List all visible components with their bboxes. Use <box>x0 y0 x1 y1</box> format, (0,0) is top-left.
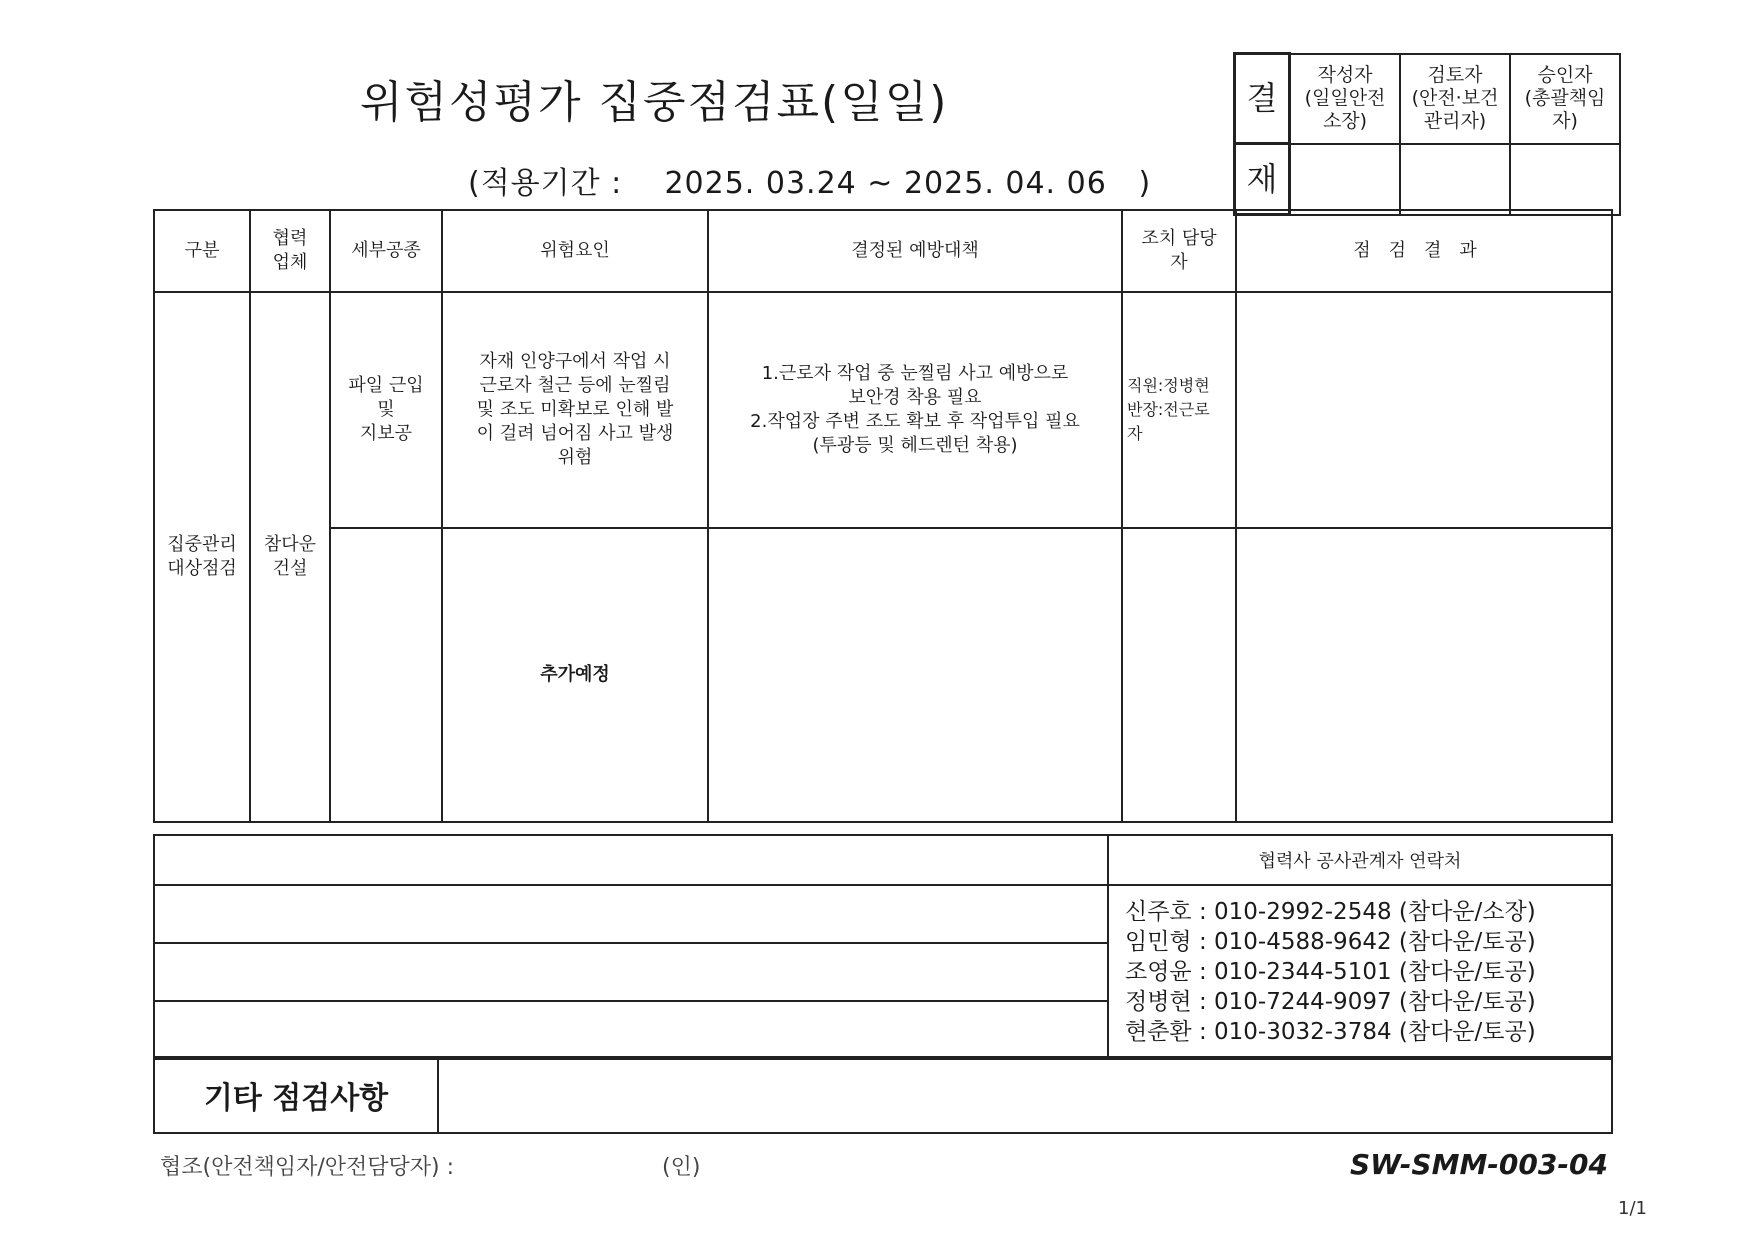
role-title: 작성자 <box>1317 64 1373 86</box>
header-manager-line: 조치 담당 <box>1141 228 1217 249</box>
category-line: 집중관리 <box>167 534 237 555</box>
risk-line: 자재 인양구에서 작업 시 <box>479 351 671 372</box>
measure-line: (투광등 및 헤드렌턴 착용) <box>812 435 1018 456</box>
seal-mark: (인) <box>662 1155 701 1180</box>
table-row <box>154 292 1612 528</box>
contact-entry: 현춘환 : 010-3032-3784 (참다운/토공) <box>1125 1019 1536 1045</box>
approval-role-approver <box>1510 54 1620 144</box>
header-category: 구분 <box>154 210 250 292</box>
notes-line[interactable] <box>154 1001 1108 1059</box>
manager-line: 직원:정병현 <box>1127 376 1210 395</box>
etc-label: 기타 점검사항 <box>154 1057 438 1133</box>
document-title: 위험성평가 집중점검표(일일) <box>360 77 949 128</box>
header-measures: 결정된 예방대책 <box>708 210 1122 292</box>
notes-line[interactable] <box>154 885 1108 943</box>
page-number: 1/1 <box>1618 1198 1647 1219</box>
measures-cell <box>708 292 1122 528</box>
role-sub: (안전·보건 <box>1411 87 1499 109</box>
etc-section <box>153 1056 1613 1134</box>
signature-reviewer[interactable] <box>1400 144 1510 215</box>
header-partner-line: 업체 <box>272 252 308 273</box>
contacts-title: 협력사 공사관계자 연락처 <box>1108 835 1612 885</box>
result-cell-empty[interactable] <box>1236 528 1612 822</box>
etc-content[interactable] <box>438 1057 1612 1133</box>
notes-line[interactable] <box>154 835 1108 885</box>
subwork-line: 파일 근입 <box>348 375 424 396</box>
contacts-section <box>153 834 1613 1060</box>
approval-role-reviewer <box>1400 54 1510 144</box>
role-sub: (총괄책임 <box>1524 87 1606 109</box>
contact-entry: 정병현 : 010-7244-9097 (참다운/토공) <box>1125 989 1536 1015</box>
role-sub: 관리자) <box>1423 110 1487 132</box>
category-line: 대상점검 <box>167 558 237 579</box>
document-code: SW-SMM-003-04 <box>1350 1148 1608 1181</box>
subwork-line: 및 <box>377 399 395 420</box>
inspection-table <box>153 209 1613 823</box>
signature-approver[interactable] <box>1510 144 1620 215</box>
table-row <box>154 528 1612 822</box>
risk-line: 근로자 철근 등에 눈찔림 <box>479 375 671 396</box>
approval-label-top: 결 <box>1235 54 1290 144</box>
header-result: 점검결과 <box>1236 210 1612 292</box>
contacts-list <box>1108 885 1612 1059</box>
partner-cell <box>250 292 330 822</box>
role-title: 승인자 <box>1537 64 1593 86</box>
approval-label-bottom: 재 <box>1235 144 1290 215</box>
header-partner <box>250 210 330 292</box>
subwork-cell <box>330 292 442 528</box>
risk-line: 이 걸려 넘어짐 사고 발생 <box>476 423 674 444</box>
contact-entry: 조영윤 : 010-2344-5101 (참다운/토공) <box>1125 959 1536 985</box>
risk-line: 위험 <box>557 447 593 468</box>
risk-line: 및 조도 미확보로 인해 발 <box>476 399 674 420</box>
approval-role-writer <box>1290 54 1401 144</box>
measure-line: 보안경 착용 필요 <box>848 387 982 408</box>
period-range: 2025. 03.24 ~ 2025. 04. 06 <box>664 166 1107 201</box>
result-cell[interactable] <box>1236 292 1612 528</box>
subwork-cell-empty[interactable] <box>330 528 442 822</box>
measure-line: 1.근로자 작업 중 눈찔림 사고 예방으로 <box>761 363 1069 384</box>
measures-cell-empty[interactable] <box>708 528 1122 822</box>
notes-line[interactable] <box>154 943 1108 1001</box>
header-risk: 위험요인 <box>442 210 708 292</box>
manager-line: 자 <box>1127 424 1143 443</box>
header-manager-line: 자 <box>1170 252 1188 273</box>
approval-box <box>1233 52 1621 216</box>
role-sub: (일일안전 <box>1304 87 1386 109</box>
risk-cell-planned: 추가예정 <box>442 528 708 822</box>
manager-cell-empty[interactable] <box>1122 528 1236 822</box>
application-period <box>468 158 1151 202</box>
contact-entry: 신주호 : 010-2992-2548 (참다운/소장) <box>1125 899 1536 925</box>
role-sub: 자) <box>1552 110 1578 132</box>
role-sub: 소장) <box>1322 110 1368 132</box>
period-close: ) <box>1138 166 1152 201</box>
header-manager <box>1122 210 1236 292</box>
table-header-row <box>154 210 1612 292</box>
measure-line: 2.작업장 주변 조도 확보 후 작업투입 필요 <box>750 411 1080 432</box>
manager-cell <box>1122 292 1236 528</box>
manager-line: 반장:전근로 <box>1127 400 1210 419</box>
partner-line: 참다운 <box>263 534 317 555</box>
header-partner-line: 협력 <box>272 228 308 249</box>
cooperation-label: 협조(안전책임자/안전담당자) : <box>160 1155 455 1180</box>
partner-line: 건설 <box>272 558 308 579</box>
header-subwork: 세부공종 <box>330 210 442 292</box>
subwork-line: 지보공 <box>359 423 413 444</box>
signature-writer[interactable] <box>1290 144 1401 215</box>
period-open: (적용기간 : <box>468 166 623 201</box>
category-cell <box>154 292 250 822</box>
role-title: 검토자 <box>1427 64 1483 86</box>
risk-cell <box>442 292 708 528</box>
contact-entry: 임민형 : 010-4588-9642 (참다운/토공) <box>1125 929 1536 955</box>
